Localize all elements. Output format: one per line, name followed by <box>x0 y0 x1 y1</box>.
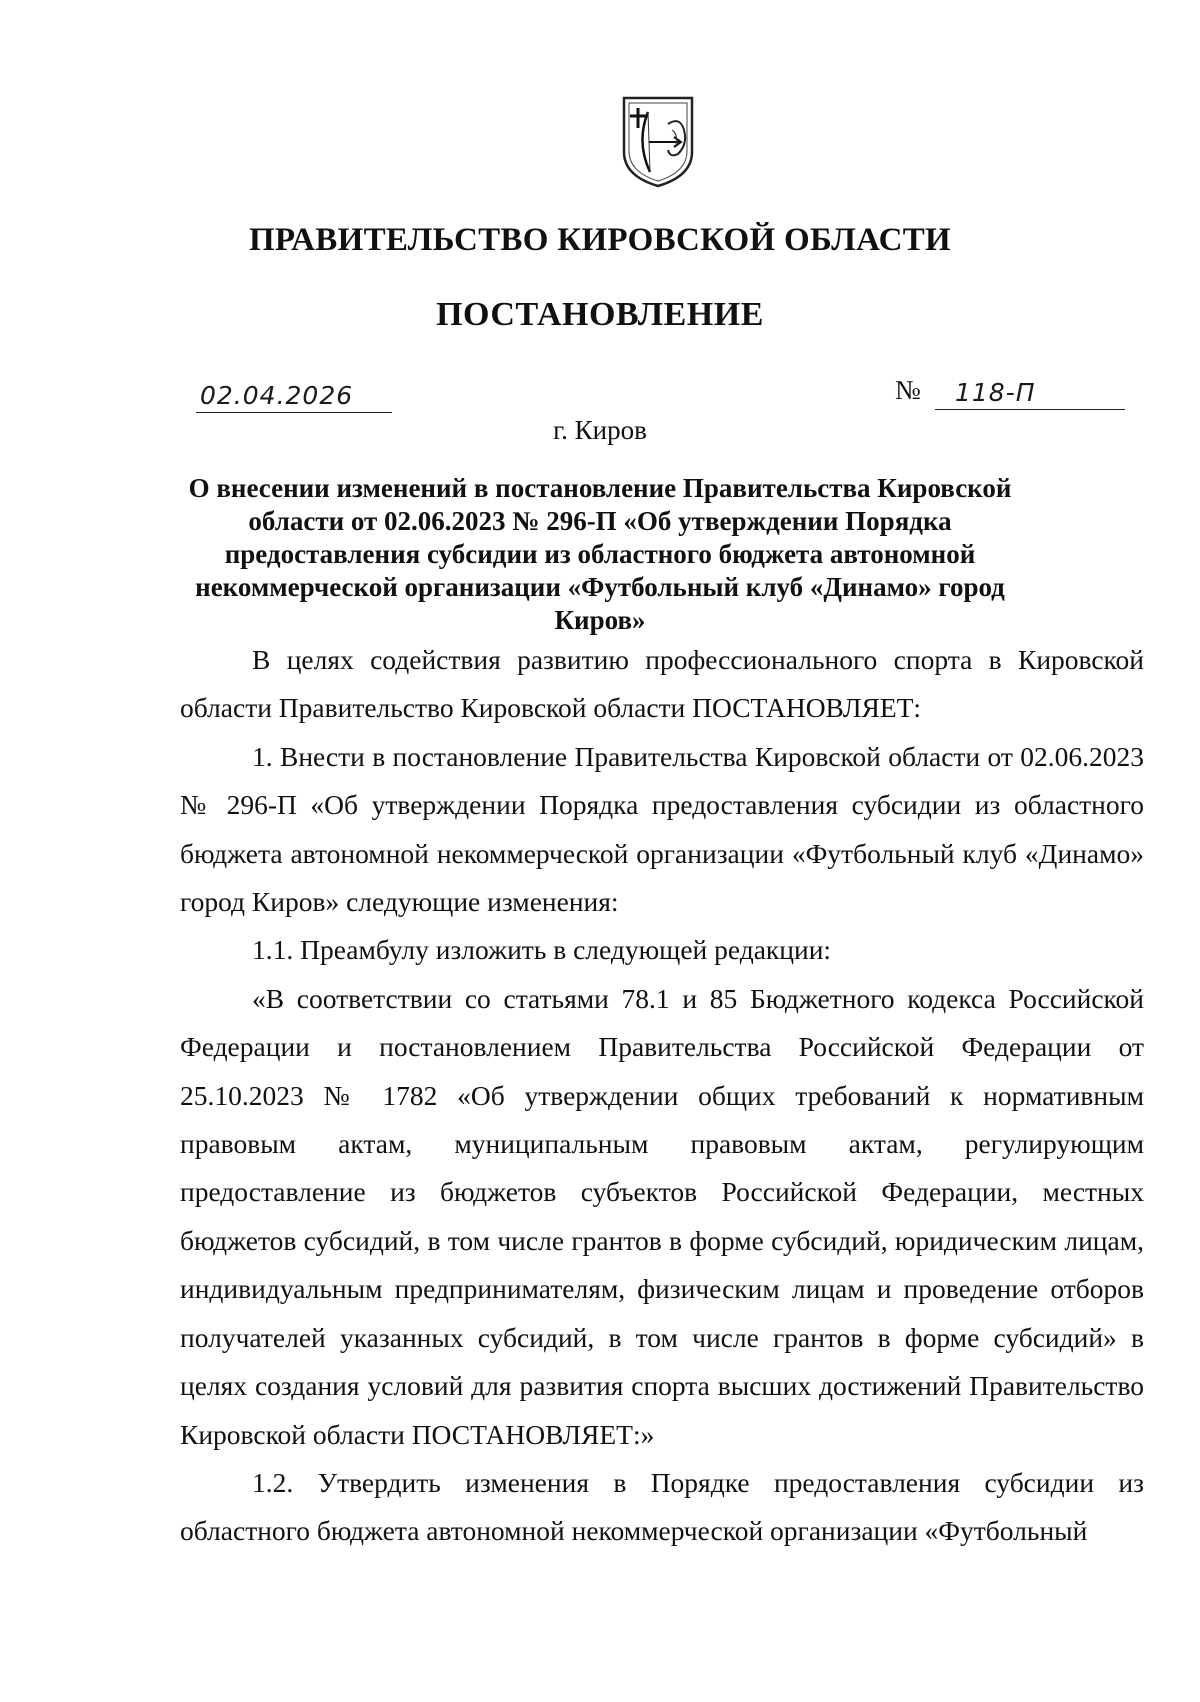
city: г. Киров <box>553 415 647 445</box>
document-body <box>180 636 1144 1556</box>
document-subject: О внесении изменений в постановление Правительства Кировской области от 02.06.2023 № 296-П «Об утверждении Порядка предоставления субсидии из областного бюджета автономной некоммерческой организации «Футбольный клуб «Динамо» город Киров» <box>188 473 1012 635</box>
paragraph-quoted-preamble: «В соответствии со статьями 78.1 и 85 Бюджетного кодекса Российской Федерации и постановлением Правительства Российской Федерации от 25.10.2023 № 1782 «Об утверждении общих требований к нормативным правовым актам, муниципальным правовым актам, регулирующим предоставление из бюджетов субъектов Российской Федерации, местных бюджетов субсидий, в том числе грантов в форме субсидий, юридическим лицам, индивидуальным предпринимателям, физическим лицам и проведение отборов получателей указанных субсидий, в том числе грантов в форме субсидий» в целях создания условий для развития спорта высших достижений Правительство Кировской области ПОСТАНОВЛЯЕТ:» <box>180 982 1144 1450</box>
number-sign: № <box>895 375 921 405</box>
paragraph-item-1-2: 1.2. Утвердить изменения в Порядке предоставления субсидии из областного бюджета автономной некоммерческой организации «Футбольный <box>180 1466 1144 1547</box>
paragraph-item-1: 1. Внести в постановление Правительства Кировской области от 02.06.2023 № 296-П «Об утверждении Порядка предоставления субсидии из областного бюджета автономной некоммерческой организации «Футбольный клуб «Динамо» город Киров» следующие изменения: <box>180 740 1144 918</box>
kirov-coat-of-arms-icon <box>618 94 698 190</box>
date-value: 02.04.2026 <box>200 381 354 410</box>
document-type: ПОСТАНОВЛЕНИЕ <box>436 296 764 333</box>
number-field <box>895 376 1125 410</box>
number-line <box>935 377 1125 410</box>
number-value: 118-П <box>955 378 1036 407</box>
paragraph-preamble: В целях содействия развитию профессионального спорта в Кировской области Правительство Кировской области ПОСТАНОВЛЯЕТ: <box>180 644 1144 724</box>
paragraph-item-1-1: 1.1. Преамбулу изложить в следующей редакции: <box>252 934 832 966</box>
organization-title: ПРАВИТЕЛЬСТВО КИРОВСКОЙ ОБЛАСТИ <box>248 222 952 258</box>
date-field <box>196 380 392 413</box>
